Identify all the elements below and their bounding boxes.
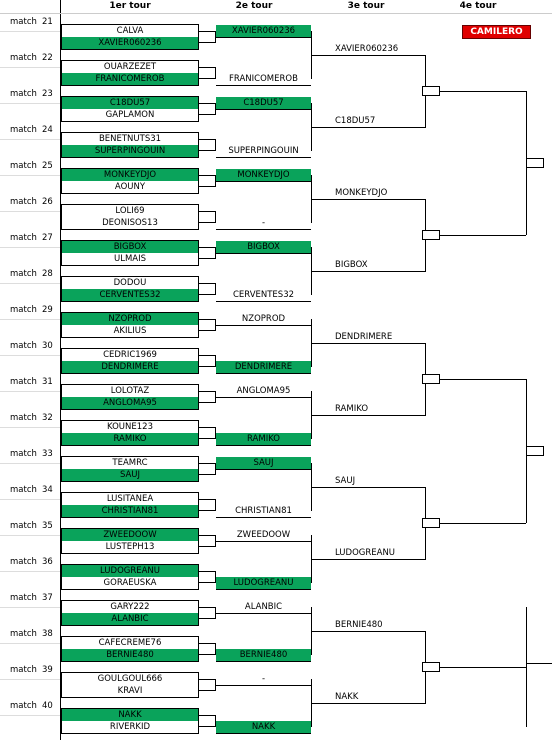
player-name: TEAMRC [112,458,148,468]
row-divider [0,607,60,608]
match-label [0,302,60,319]
bracket-line [311,631,331,632]
bracket-line [331,343,426,344]
player-name: CEDRIC1969 [103,350,157,360]
player-name: DEONISOS13 [102,218,158,228]
bracket-connector [198,535,216,547]
bracket-line [216,325,311,326]
player-name: ANGLOMA95 [62,397,198,409]
bracket-connector [198,463,216,475]
bracket-connector [422,662,440,672]
player-name: FRANICOMEROB [62,73,198,85]
bracket-line [311,55,331,56]
match-number: 32 [42,413,53,423]
champion-badge: CAMILERO [462,25,531,39]
bracket-connector [422,518,440,528]
bracket-line [216,397,311,398]
bracket-connector [198,607,216,619]
bracket-line [331,127,426,128]
player-name: CERVENTES32 [62,289,198,301]
round3-player: LUDOGREANU [335,548,396,558]
bracket-connector [198,31,216,43]
row-divider [0,31,60,32]
match-box [61,240,199,266]
round2-player: NZOPROD [241,314,286,324]
bracket-connector [198,571,216,583]
match-box [61,348,199,374]
row-divider [0,679,60,680]
bracket-connector [198,175,216,187]
bracket-line [440,91,526,92]
match-label [0,518,60,535]
player-name: LOLOTAZ [110,386,150,396]
bracket-line [331,487,426,488]
row-divider [0,175,60,176]
bracket-line [216,469,311,470]
match-label [0,230,60,247]
match-label [0,410,60,427]
bracket-line [440,235,526,236]
bracket-line [216,181,311,182]
player-name: CHRISTIAN81 [62,505,198,517]
bracket-line [216,373,311,374]
bracket-line [440,667,526,668]
bracket-connector [526,158,544,168]
bracket-line [216,661,311,662]
row-divider [0,391,60,392]
match-box [61,204,199,230]
match-label [0,122,60,139]
player-name: RIVERKID [109,722,151,732]
bracket-connector [198,715,216,727]
player-name: GORAEUSKA [103,578,157,588]
row-divider [0,67,60,68]
match-word: match [10,17,37,27]
bracket-connector [422,230,440,240]
player-name: C18DU57 [62,97,198,109]
player-name: BERNIE480 [62,649,198,661]
bracket-line [331,415,426,416]
player-name: CALVA [116,26,144,36]
row-divider [0,427,60,428]
match-box [61,420,199,446]
round2-player: SUPERPINGOUIN [228,146,299,156]
player-name: NAKK [62,709,198,721]
match-label [0,662,60,679]
header-round-2: 2e tour [235,1,273,11]
round2-player: FRANICOMEROB [229,74,298,84]
bracket-connector [526,446,544,456]
bracket-line [440,379,526,380]
match-word: match [10,701,37,711]
bracket-connector [198,391,216,403]
bracket-line [216,445,311,446]
match-number: 25 [42,161,53,171]
match-label [0,158,60,175]
bracket-line [216,301,311,302]
player-name: LUSTEPH13 [105,542,155,552]
round3-player: BERNIE480 [335,620,383,630]
round3-player: C18DU57 [335,116,376,126]
round2-player: CHRISTIAN81 [235,506,292,516]
player-name: GOULGOUL666 [97,674,163,684]
match-number: 39 [42,665,53,675]
player-name: CAFECREME76 [98,638,162,648]
match-box [61,636,199,662]
bracket-connector [198,103,216,115]
match-number: 27 [42,233,53,243]
round2-player: MONKEYDJO [216,169,311,181]
match-word: match [10,665,37,675]
row-divider [0,319,60,320]
bracket-line [216,37,311,38]
bracket-line [311,415,331,416]
match-number: 40 [42,701,53,711]
row-divider [0,283,60,284]
bracket-line [331,271,426,272]
match-word: match [10,89,37,99]
match-number: 22 [42,53,53,63]
row-divider [0,355,60,356]
player-name: SAUJ [62,469,198,481]
match-word: match [10,341,37,351]
match-word: match [10,485,37,495]
player-name: BIGBOX [62,241,198,253]
player-name: OUARZEZET [103,62,157,72]
bracket-line [216,589,311,590]
player-name: ALANBIC [62,613,198,625]
bracket-line [331,199,426,200]
header-underline [0,13,552,14]
bracket-line [216,157,311,158]
row-divider [0,643,60,644]
match-label [0,14,60,31]
bracket-connector [198,643,216,655]
bracket-connector [198,499,216,511]
match-word: match [10,413,37,423]
round2-player: - [261,218,266,228]
match-label [0,482,60,499]
match-number: 21 [42,17,53,27]
match-box [61,276,199,302]
match-box [61,96,199,122]
match-label [0,86,60,103]
match-word: match [10,125,37,135]
row-divider [0,247,60,248]
bracket-line [216,613,311,614]
player-name: LUDOGREANU [62,565,198,577]
match-box [61,456,199,482]
bracket-connector [198,139,216,151]
match-number: 36 [42,557,53,567]
round3-player: BIGBOX [335,260,368,270]
round2-player: ALANBIC [244,602,283,612]
bracket-line [216,733,311,734]
row-divider [0,571,60,572]
bracket-line [331,559,426,560]
bracket-line [216,109,311,110]
player-name: KOUNE123 [107,422,153,432]
match-word: match [10,161,37,171]
match-number: 29 [42,305,53,315]
round2-player: C18DU57 [216,97,311,109]
match-label [0,338,60,355]
match-box [61,672,199,698]
match-box [61,168,199,194]
player-name: DODOU [113,278,147,288]
match-box [61,492,199,518]
match-word: match [10,197,37,207]
player-name: XAVIER060236 [62,37,198,49]
match-box [61,384,199,410]
player-name: LOLI69 [115,206,145,216]
match-label [0,194,60,211]
round2-player: BERNIE480 [216,649,311,661]
match-number: 34 [42,485,53,495]
round2-player: ANGLOMA95 [236,386,291,396]
match-word: match [10,269,37,279]
match-number: 35 [42,521,53,531]
match-label [0,698,60,715]
round3-player: NAKK [335,692,359,702]
header-round-3: 3e tour [347,1,385,11]
round2-player: RAMIKO [216,433,311,445]
bracket-line [311,127,331,128]
bracket-line [311,559,331,560]
bracket-connector [198,67,216,79]
match-number: 26 [42,197,53,207]
match-word: match [10,53,37,63]
row-divider [0,103,60,104]
match-label [0,446,60,463]
match-label [0,374,60,391]
match-number: 24 [42,125,53,135]
player-name: DENDRIMERE [62,361,198,373]
match-word: match [10,449,37,459]
round2-player: - [261,674,266,684]
match-box [61,600,199,626]
row-divider [0,715,60,716]
bracket-connector [198,355,216,367]
player-name: GARY222 [110,602,150,612]
player-name: BENETNUTS31 [98,134,162,144]
match-box [61,24,199,50]
bracket-line [526,663,552,664]
match-word: match [10,521,37,531]
round3-player: XAVIER060236 [335,44,399,54]
bracket-line [216,85,311,86]
match-word: match [10,557,37,567]
bracket-line [216,517,311,518]
match-word: match [10,377,37,387]
round3-player: MONKEYDJO [335,188,388,198]
match-label [0,626,60,643]
bracket-line [440,523,526,524]
header-round-4: 4e tour [459,1,497,11]
match-label [0,590,60,607]
player-name: LUSITANEA [106,494,154,504]
match-box [61,528,199,554]
bracket-connector [422,86,440,96]
row-divider [0,211,60,212]
match-label [0,266,60,283]
row-divider [0,139,60,140]
round2-player: CERVENTES32 [232,290,295,300]
bracket-line [331,703,426,704]
bracket-line [311,271,331,272]
player-name: ZWEEDOOW [62,529,198,541]
bracket-connector [198,211,216,223]
round3-player: DENDRIMERE [335,332,393,342]
bracket-line [311,343,331,344]
match-number: 33 [42,449,53,459]
round2-player: NAKK [216,721,311,733]
bracket-line [331,631,426,632]
player-name: GAPLAMON [105,110,155,120]
player-name: KRAVI [117,686,143,696]
round2-player: SAUJ [216,457,311,469]
match-word: match [10,305,37,315]
bracket-connector [198,319,216,331]
bracket-line [216,253,311,254]
bracket-line [331,55,426,56]
bracket-line [216,685,311,686]
player-name: SUPERPINGOUIN [62,145,198,157]
player-name: RAMIKO [62,433,198,445]
player-name: AKILIUS [113,326,147,336]
match-number: 28 [42,269,53,279]
match-label [0,50,60,67]
bracket-line [311,487,331,488]
bracket-connector [198,427,216,439]
match-box [61,312,199,338]
bracket-connector [198,247,216,259]
round3-player: SAUJ [335,476,356,486]
match-number: 31 [42,377,53,387]
match-box [61,708,199,734]
player-name: NZOPROD [62,313,198,325]
match-box [61,564,199,590]
match-number: 23 [42,89,53,99]
round2-player: BIGBOX [216,241,311,253]
row-divider [0,535,60,536]
match-word: match [10,233,37,243]
player-name: ULMAIS [113,254,146,264]
bracket-connector [198,679,216,691]
bracket-line [526,607,527,727]
bracket-line [216,229,311,230]
bracket-line [311,199,331,200]
match-number: 37 [42,593,53,603]
match-label [0,554,60,571]
match-word: match [10,629,37,639]
bracket-connector [422,374,440,384]
bracket-line [216,541,311,542]
match-word: match [10,593,37,603]
round2-player: LUDOGREANU [216,577,311,589]
round2-player: XAVIER060236 [216,25,311,37]
header-round-1: 1er tour [109,1,151,11]
match-box [61,132,199,158]
match-box [61,60,199,86]
player-name: AOUNY [114,182,146,192]
round2-player: DENDRIMERE [216,361,311,373]
row-divider [0,499,60,500]
bracket-connector [198,283,216,295]
match-number: 30 [42,341,53,351]
player-name: MONKEYDJO [62,169,198,181]
round3-player: RAMIKO [335,404,369,414]
round2-player: ZWEEDOOW [236,530,291,540]
bracket-line [311,703,331,704]
row-divider [0,463,60,464]
match-number: 38 [42,629,53,639]
